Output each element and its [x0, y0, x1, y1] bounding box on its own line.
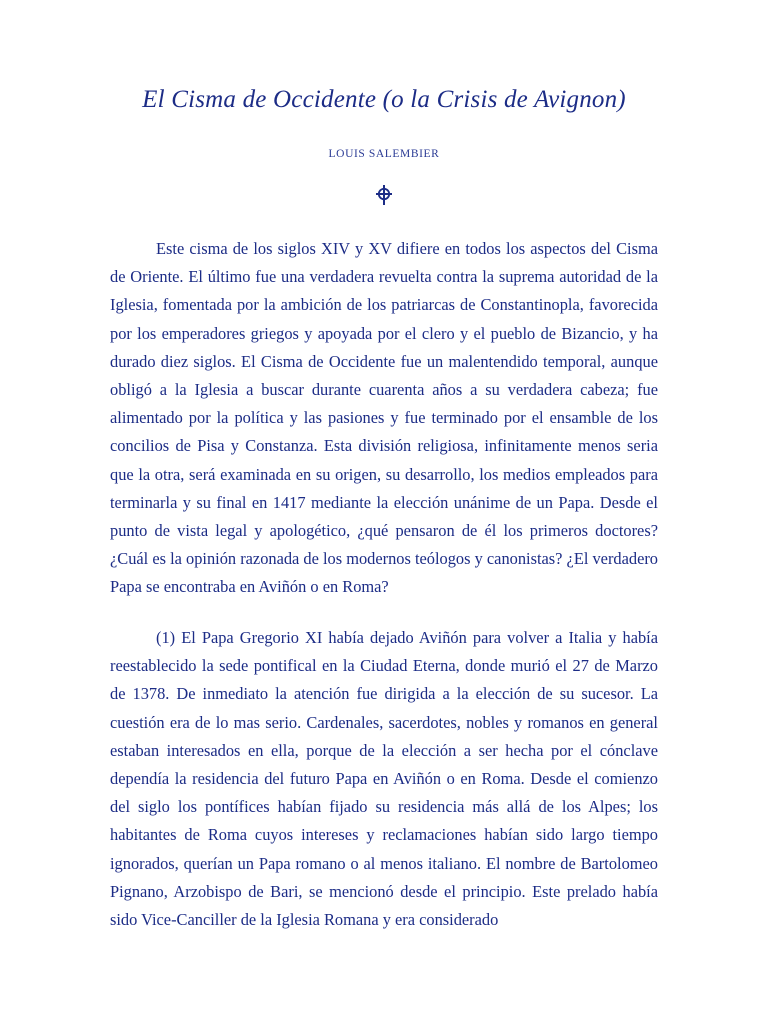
document-title: El Cisma de Occidente (o la Crisis de Avignon) — [142, 86, 626, 113]
cross-in-circle-ornament-icon — [374, 184, 394, 206]
paragraph-text: Este cisma de los siglos XIV y XV difiere en todos los aspectos del Cisma de Oriente. El último fue una verdadera revuelta contra la suprema autoridad de la Iglesia, fomentada por la ambición de los patriarcas de Constantinopla, favorecida por los emperadores griegos y apoyada por el clero y el pueblo de Bizancio, y ha durado diez siglos. El Cisma de Occidente fue un malentendido temporal, aunque obligó a la Iglesia a buscar durante cuarenta años a su verdadera cabeza; fue alimentado por la política y las pasiones y fue terminado por el ensamble de los concilios de Pisa y Constanza. Esta división religiosa, infinitamente menos seria que la otra, será examinada en su origen, su desarrollo, los medios empleados para terminarla y su final en 1417 mediante la elección unánime de un Papa. Desde el punto de vista legal y apologético, ¿qué pensaron de él los primeros doctores? ¿Cuál es la opinión razonada de los modernos teólogos y canonistas? ¿El verdadero Papa se encontraba en Aviñón o en Roma? — [110, 239, 659, 597]
paragraph-gregory-xi — [110, 624, 658, 934]
paragraph-intro — [110, 235, 658, 602]
author-name: LOUIS SALEMBIER — [328, 148, 440, 160]
paragraph-text: (1) El Papa Gregorio XI había dejado Aviñón para volver a Italia y había reestablecido la sede pontifical en la Ciudad Eterna, donde murió el 27 de Marzo de 1378. De inmediato la atención fue dirigida a la elección de su sucesor. La cuestión era de lo mas serio. Cardenales, sacerdotes, nobles y romanos en general estaban interesados en ella, porque de la elección a ser hecha por el cónclave dependía la residencia del futuro Papa en Aviñón o en Roma. Desde el comienzo del siglo los pontífices habían fijado su residencia más allá de los Alpes; los habitantes de Roma cuyos intereses y reclamaciones habían sido largo tiempo ignorados, querían un Papa romano o al menos italiano. El nombre de Bartolomeo Pignano, Arzobispo de Bari, se mencionó desde el principio. Este prelado había sido Vice-Canciller de la Iglesia Romana y era considerado — [110, 628, 658, 930]
